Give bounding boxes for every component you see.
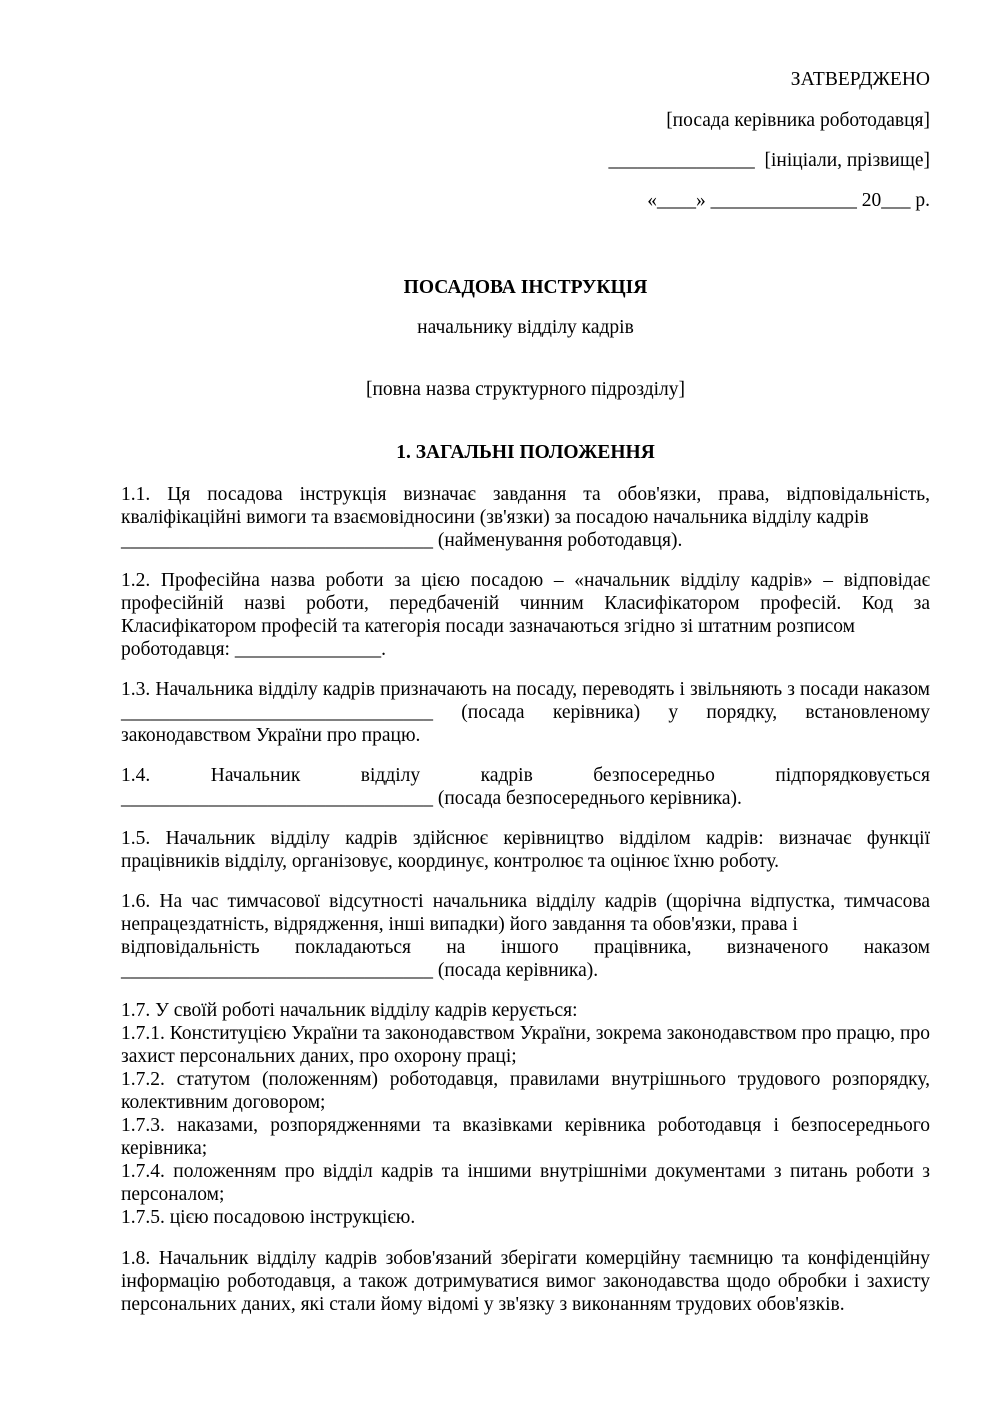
paragraph-1-7-3: 1.7.3. наказами, розпорядженнями та вказівками керівника роботодавця і безпосереднього керівника;	[121, 1115, 930, 1159]
paragraph-1-1-end: ________________________________ (найменування роботодавця).	[121, 530, 683, 551]
paragraph-1-1: 1.1. Ця посадова інструкція визначає завдання та обов'язки, права, відповідальність, кваліфікаційні вимоги та взаємовідносини (зв'язки) за посадою начальника відділу кадрів	[121, 484, 930, 528]
document-subtitle: начальнику відділу кадрів	[417, 317, 634, 338]
paragraph-1-6-end: ________________________________ (посада керівника).	[121, 960, 599, 981]
paragraph-1-2: 1.2. Професійна назва роботи за цією посадою – «начальник відділу кадрів» – відповідає професійній назві роботи, передбаченій чинним Класифікатором професій. Код за Класифікатором професій та категорія посади зазначаються згідно зі штатним розписом	[121, 570, 930, 637]
paragraph-1-3: 1.3. Начальника відділу кадрів призначають на посаду, переводять і звільняють з посади наказом ________________________________ (посада керівника) у порядку, встановленому законодавством України про працю.	[121, 679, 930, 746]
p1-6-word: працівника,	[594, 937, 692, 958]
paragraph-1-7: 1.7. У своїй роботі начальник відділу кадрів керується:	[121, 1000, 578, 1021]
p1-6-word: наказом	[863, 937, 930, 958]
paragraph-1-5: 1.5. Начальник відділу кадрів здійснює керівництво відділом кадрів: визначає функції працівників відділу, організовує, координує, контролює та оцінює їхню роботу.	[121, 828, 930, 872]
p1-6-word: іншого	[500, 937, 559, 958]
approver-signature-line: _______________ [ініціали, прізвище]	[608, 150, 930, 171]
p1-4-word: безпосередньо	[593, 765, 715, 786]
p1-4-word: відділу	[360, 765, 421, 786]
p1-6-word: відповідальність	[121, 937, 260, 958]
p1-6-word: визначеного	[726, 937, 829, 958]
p1-6-word: на	[446, 937, 466, 958]
paragraph-1-7-list	[121, 999, 930, 1229]
structural-unit-placeholder: [повна назва структурного підрозділу]	[365, 379, 686, 400]
p1-4-word: Начальник	[210, 765, 301, 786]
paragraph-1-7-5: 1.7.5. цією посадовою інструкцією.	[121, 1207, 416, 1228]
paragraph-1-6: 1.6. На час тимчасової відсутності начальника відділу кадрів (щорічна відпустка, тимчасова непрацездатність, відрядження, інші випадки) його завдання та обов'язки, права і	[121, 891, 930, 935]
paragraph-1-7-4: 1.7.4. положенням про відділ кадрів та іншими внутрішніми документами з питань роботи з персоналом;	[121, 1161, 930, 1205]
approval-date-line: «____» _______________ 20___ р.	[647, 190, 930, 211]
paragraph-1-8: 1.8. Начальник відділу кадрів зобов'язаний зберігати комерційну таємницю та конфіденційну інформацію роботодавця, а також дотримуватися вимог законодавства щодо обробки і захисту персональних даних, які стали йому відомі у зв'язку з виконанням трудових обов'язків.	[121, 1248, 930, 1315]
paragraph-1-2-end: роботодавця: _______________.	[121, 639, 386, 660]
paragraph-1-7-2: 1.7.2. статутом (положенням) роботодавця, правилами внутрішнього трудового розпорядку, колективним договором;	[121, 1069, 930, 1113]
paragraph-1-7-1: 1.7.1. Конституцією України та законодавством України, зокрема законодавством про працю, про захист персональних даних, про охорону праці;	[121, 1023, 930, 1067]
p1-6-word: покладаються	[295, 937, 411, 958]
approved-label: ЗАТВЕРДЖЕНО	[790, 69, 930, 90]
p1-4-word: кадрів	[480, 765, 533, 786]
paragraph-1-4-line	[121, 764, 930, 787]
p1-4-word: 1.4.	[121, 765, 151, 786]
p1-4-word: підпорядковується	[775, 765, 930, 786]
approver-position: [посада керівника роботодавця]	[666, 110, 930, 131]
section-1-heading: 1. ЗАГАЛЬНІ ПОЛОЖЕННЯ	[396, 442, 655, 463]
document-title: ПОСАДОВА ІНСТРУКЦІЯ	[403, 277, 648, 298]
paragraph-1-4-end: ________________________________ (посада безпосереднього керівника).	[121, 788, 742, 809]
paragraph-1-6-line	[121, 936, 930, 959]
